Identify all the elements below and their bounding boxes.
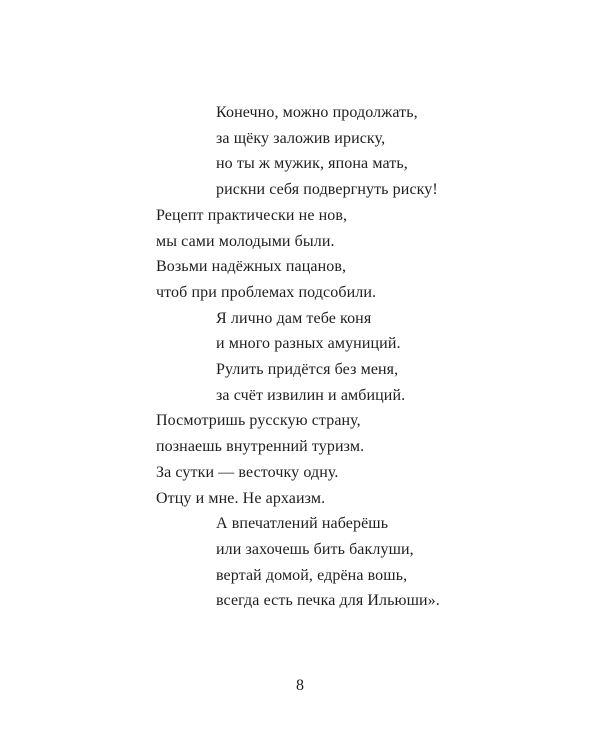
poem-line: но ты ж мужик, япона мать, xyxy=(216,155,408,173)
poem-line: Посмотришь русскую страну, xyxy=(156,412,361,430)
poem-line: за счёт извилин и амбиций. xyxy=(216,386,406,404)
poem-line: вертай домой, едрёна вошь, xyxy=(216,566,408,584)
poem-line: мы сами молодыми были. xyxy=(156,232,335,250)
poem-line: рискни себя подвергнуть риску! xyxy=(216,181,438,199)
poem-line: познаешь внутренний туризм. xyxy=(156,438,365,456)
poem-line: За сутки — весточку одну. xyxy=(156,463,339,481)
poem-line: Возьми надёжных пацанов, xyxy=(156,258,347,276)
poem-line: Я лично дам тебе коня xyxy=(216,309,372,327)
poem-line: Конечно, можно продолжать, xyxy=(216,104,418,121)
poem-line: Отцу и мне. Не архаизм. xyxy=(156,489,326,507)
poem-line: всегда есть печка для Ильюши». xyxy=(216,592,440,610)
poem-line: Рулить придётся без меня, xyxy=(216,361,399,379)
poem-line: чтоб при проблемах подсобили. xyxy=(156,283,377,301)
page-number: 8 xyxy=(296,677,304,694)
poem-line: и много разных амуниций. xyxy=(216,335,401,353)
poem-line: или захочешь бить баклуши, xyxy=(216,540,414,558)
poem-text xyxy=(156,100,440,614)
poem-line: за щёку заложив ириску, xyxy=(216,129,386,147)
poem-line: А впечатлений наберёшь xyxy=(216,515,389,533)
poem-line: Рецепт практически не нов, xyxy=(156,206,348,224)
